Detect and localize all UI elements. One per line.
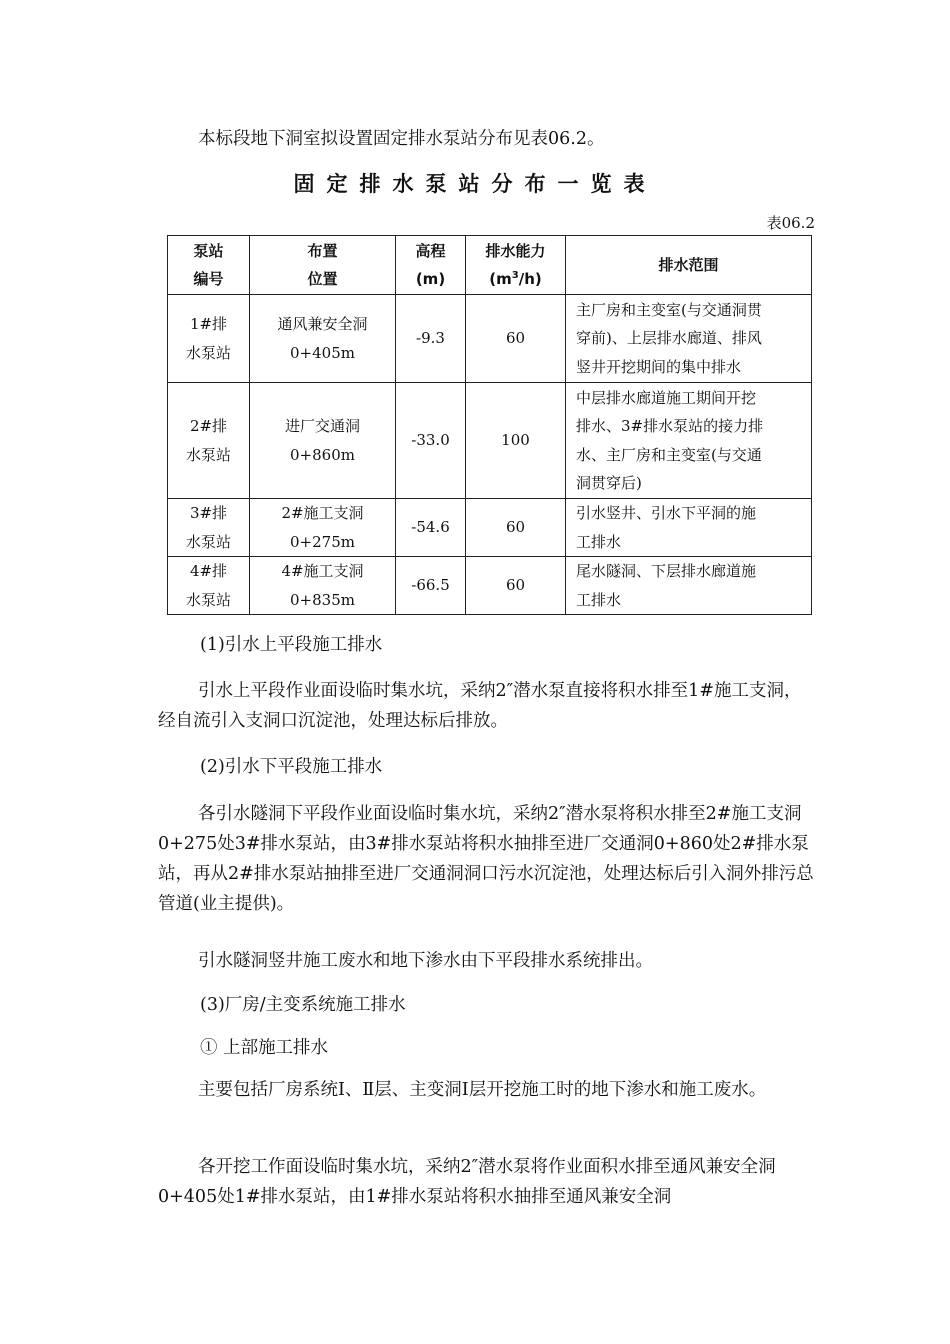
cell-capacity: 60	[466, 295, 566, 383]
section-3-heading: (3)厂房/主变系统施工排水	[200, 995, 406, 1015]
cell-range: 引水竖井、引水下平洞的施 工排水	[566, 499, 812, 557]
section-2-paragraph-2: 引水隧洞竖井施工废水和地下渗水由下平段排水系统排出。	[198, 951, 653, 971]
capacity-unit: $(m^3/h)$	[489, 270, 542, 288]
cell-station: 3#排 水泵站	[168, 499, 250, 557]
section-1-paragraph: 引水上平段作业面设临时集水坑，采纳2″潜水泵直接将积水排至1#施工支洞，经自流引入支洞口沉淀池，处理达标后排放。	[158, 681, 802, 731]
section-3-subheading: ① 上部施工排水	[200, 1038, 329, 1058]
table-title: 固定排水泵站分布一览表	[293, 172, 657, 196]
pump-station-table	[167, 235, 812, 615]
cell-capacity: 60	[466, 557, 566, 615]
table-number: 表06.2	[766, 214, 815, 232]
header-capacity: 排水能力 $(m^3/h)$	[466, 236, 566, 295]
table-header-row	[168, 236, 812, 295]
cell-location: 进厂交通洞 0+860m	[250, 383, 396, 499]
table-row	[168, 499, 812, 557]
section-2-heading: (2)引水下平段施工排水	[200, 757, 383, 777]
section-2-paragraph-1: 各引水隧洞下平段作业面设临时集水坑，采纳2″潜水泵将积水排至2#施工支洞0+275处3#排水泵站，由3#排水泵站将积水抽排至进厂交通洞0+860处2#排水泵站，再从2#排水泵站抽排至进厂交通洞洞口污水沉淀池，处理达标后引入洞外排污总管道(业主提供)。	[158, 804, 814, 914]
cell-elevation: -66.5	[396, 557, 466, 615]
header-elevation: 高程 (m)	[396, 236, 466, 295]
cell-range: 尾水隧洞、下层排水廊道施 工排水	[566, 557, 812, 615]
cell-station: 1#排 水泵站	[168, 295, 250, 383]
cell-station: 4#排 水泵站	[168, 557, 250, 615]
table-row	[168, 295, 812, 383]
cell-capacity: 60	[466, 499, 566, 557]
cell-location: 2#施工支洞 0+275m	[250, 499, 396, 557]
header-location: 布置 位置	[250, 236, 396, 295]
table-row	[168, 383, 812, 499]
cell-elevation: -33.0	[396, 383, 466, 499]
cell-station: 2#排 水泵站	[168, 383, 250, 499]
cell-elevation: -9.3	[396, 295, 466, 383]
header-range: 排水范围	[566, 236, 812, 295]
cell-elevation: -54.6	[396, 499, 466, 557]
cell-range: 中层排水廊道施工期间开挖 排水、3#排水泵站的接力排 水、主厂房和主变室(与交通 洞贯穿后)	[566, 383, 812, 499]
section-3-paragraph-1: 主要包括厂房系统Ⅰ、Ⅱ层、主变洞Ⅰ层开挖施工时的地下渗水和施工废水。	[198, 1080, 767, 1100]
cell-capacity: 100	[466, 383, 566, 499]
cell-range: 主厂房和主变室(与交通洞贯 穿前)、上层排水廊道、排风 竖井开挖期间的集中排水	[566, 295, 812, 383]
table-row	[168, 557, 812, 615]
header-station: 泵站 编号	[168, 236, 250, 295]
cell-location: 4#施工支洞 0+835m	[250, 557, 396, 615]
cell-location: 通风兼安全洞 0+405m	[250, 295, 396, 383]
intro-paragraph: 本标段地下洞室拟设置固定排水泵站分布见表06.2。	[198, 129, 605, 149]
section-3-paragraph-2: 各开挖工作面设临时集水坑，采纳2″潜水泵将作业面积水排至通风兼安全洞0+405处1#排水泵站，由1#排水泵站将积水抽排至通风兼安全洞	[158, 1157, 776, 1207]
section-1-heading: (1)引水上平段施工排水	[200, 635, 383, 655]
